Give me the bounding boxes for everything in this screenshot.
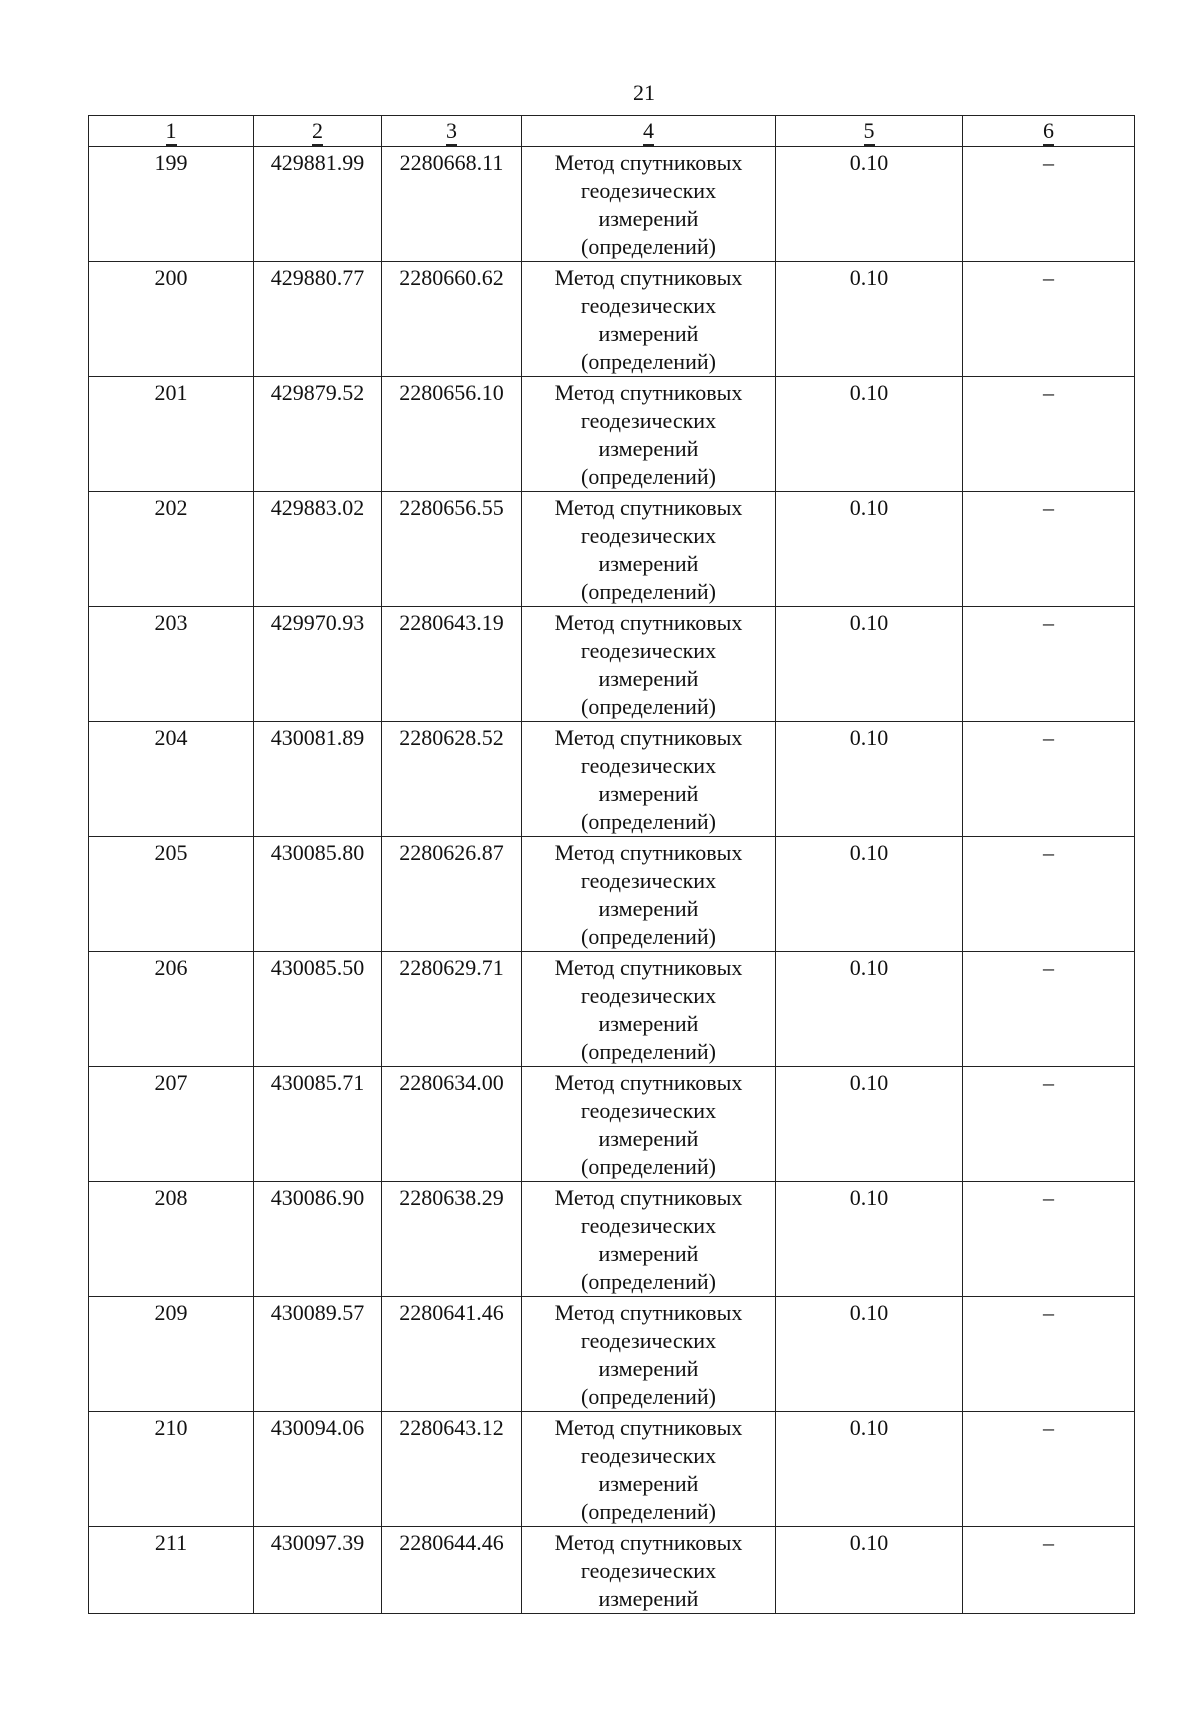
y-coordinate-cell: 2280643.12 — [382, 1412, 522, 1527]
accuracy-cell: 0.10 — [776, 1297, 963, 1412]
method-cell — [522, 1182, 776, 1297]
method-line: Метод спутниковых — [554, 840, 743, 865]
method-line: (определений) — [581, 1499, 716, 1524]
table-row — [89, 1182, 1135, 1297]
note-cell: – — [963, 377, 1135, 492]
method-line: Метод спутниковых — [554, 1415, 743, 1440]
method-cell — [522, 147, 776, 262]
method-cell — [522, 377, 776, 492]
accuracy-cell: 0.10 — [776, 492, 963, 607]
method-line: Метод спутниковых — [554, 150, 743, 175]
method-line: геодезических — [580, 983, 717, 1008]
column-header: 4 — [522, 116, 776, 147]
accuracy-cell: 0.10 — [776, 147, 963, 262]
column-header: 5 — [776, 116, 963, 147]
method-cell — [522, 722, 776, 837]
method-line: измерений — [598, 1241, 699, 1266]
method-line: геодезических — [580, 293, 717, 318]
y-coordinate-cell: 2280643.19 — [382, 607, 522, 722]
x-coordinate-cell: 429881.99 — [254, 147, 382, 262]
x-coordinate-cell: 430089.57 — [254, 1297, 382, 1412]
method-cell — [522, 837, 776, 952]
y-coordinate-cell: 2280626.87 — [382, 837, 522, 952]
note-cell: – — [963, 607, 1135, 722]
table-row — [89, 1067, 1135, 1182]
method-line: Метод спутниковых — [554, 380, 743, 405]
accuracy-cell: 0.10 — [776, 1412, 963, 1527]
page-number: 21 — [633, 80, 655, 105]
x-coordinate-cell: 430085.50 — [254, 952, 382, 1067]
column-header: 2 — [254, 116, 382, 147]
note-cell: – — [963, 1527, 1135, 1614]
method-line: измерений — [598, 896, 699, 921]
note-cell: – — [963, 147, 1135, 262]
method-line: геодезических — [580, 1098, 717, 1123]
table-header-row — [89, 116, 1135, 147]
accuracy-cell: 0.10 — [776, 952, 963, 1067]
y-coordinate-cell: 2280660.62 — [382, 262, 522, 377]
point-number-cell: 208 — [89, 1182, 254, 1297]
table-row — [89, 722, 1135, 837]
method-cell — [522, 952, 776, 1067]
accuracy-cell: 0.10 — [776, 377, 963, 492]
method-line: Метод спутниковых — [554, 1185, 743, 1210]
y-coordinate-cell: 2280628.52 — [382, 722, 522, 837]
note-cell: – — [963, 722, 1135, 837]
note-cell: – — [963, 952, 1135, 1067]
column-header: 6 — [963, 116, 1135, 147]
table-row — [89, 1297, 1135, 1412]
table-row — [89, 377, 1135, 492]
y-coordinate-cell: 2280629.71 — [382, 952, 522, 1067]
method-line: геодезических — [580, 1213, 717, 1238]
point-number-cell: 207 — [89, 1067, 254, 1182]
y-coordinate-cell: 2280656.55 — [382, 492, 522, 607]
x-coordinate-cell: 429970.93 — [254, 607, 382, 722]
method-cell — [522, 607, 776, 722]
method-line: измерений — [598, 551, 699, 576]
method-line: геодезических — [580, 1443, 717, 1468]
note-cell: – — [963, 1067, 1135, 1182]
point-number-cell: 204 — [89, 722, 254, 837]
note-cell: – — [963, 492, 1135, 607]
method-line: (определений) — [581, 1154, 716, 1179]
x-coordinate-cell: 429883.02 — [254, 492, 382, 607]
point-number-cell: 209 — [89, 1297, 254, 1412]
method-line: измерений — [598, 1011, 699, 1036]
method-line: геодезических — [580, 523, 717, 548]
method-line: геодезических — [580, 178, 717, 203]
method-line: геодезических — [580, 1328, 717, 1353]
x-coordinate-cell: 429880.77 — [254, 262, 382, 377]
y-coordinate-cell: 2280634.00 — [382, 1067, 522, 1182]
y-coordinate-cell: 2280656.10 — [382, 377, 522, 492]
method-line: измерений — [598, 781, 699, 806]
method-line: Метод спутниковых — [554, 1300, 743, 1325]
method-line: измерений — [598, 436, 699, 461]
point-number-cell: 211 — [89, 1527, 254, 1614]
method-line: (определений) — [581, 579, 716, 604]
note-cell: – — [963, 1412, 1135, 1527]
method-line: (определений) — [581, 809, 716, 834]
method-line: геодезических — [580, 753, 717, 778]
note-cell: – — [963, 837, 1135, 952]
method-line: Метод спутниковых — [554, 1070, 743, 1095]
x-coordinate-cell: 430094.06 — [254, 1412, 382, 1527]
x-coordinate-cell: 430086.90 — [254, 1182, 382, 1297]
point-number-cell: 203 — [89, 607, 254, 722]
table-row — [89, 607, 1135, 722]
point-number-cell: 206 — [89, 952, 254, 1067]
method-line: (определений) — [581, 924, 716, 949]
coordinates-table — [88, 115, 1135, 1614]
accuracy-cell: 0.10 — [776, 1067, 963, 1182]
x-coordinate-cell: 430081.89 — [254, 722, 382, 837]
table-row — [89, 1527, 1135, 1614]
accuracy-cell: 0.10 — [776, 837, 963, 952]
table-row — [89, 262, 1135, 377]
x-coordinate-cell: 430085.80 — [254, 837, 382, 952]
table-row — [89, 1412, 1135, 1527]
y-coordinate-cell: 2280668.11 — [382, 147, 522, 262]
method-line: Метод спутниковых — [554, 955, 743, 980]
point-number-cell: 210 — [89, 1412, 254, 1527]
table-row — [89, 952, 1135, 1067]
column-header: 3 — [382, 116, 522, 147]
method-line: (определений) — [581, 464, 716, 489]
method-line: геодезических — [580, 408, 717, 433]
note-cell: – — [963, 1297, 1135, 1412]
point-number-cell: 199 — [89, 147, 254, 262]
y-coordinate-cell: 2280638.29 — [382, 1182, 522, 1297]
table-row — [89, 837, 1135, 952]
x-coordinate-cell: 430097.39 — [254, 1527, 382, 1614]
method-line: геодезических — [580, 638, 717, 663]
point-number-cell: 202 — [89, 492, 254, 607]
column-header: 1 — [89, 116, 254, 147]
method-line: (определений) — [581, 1384, 716, 1409]
method-line: Метод спутниковых — [554, 610, 743, 635]
method-line: измерений — [598, 321, 699, 346]
method-line: Метод спутниковых — [554, 1530, 743, 1555]
point-number-cell: 200 — [89, 262, 254, 377]
y-coordinate-cell: 2280641.46 — [382, 1297, 522, 1412]
method-line: (определений) — [581, 1269, 716, 1294]
accuracy-cell: 0.10 — [776, 1527, 963, 1614]
method-line: (определений) — [581, 1039, 716, 1064]
method-line: Метод спутниковых — [554, 265, 743, 290]
method-line: (определений) — [581, 694, 716, 719]
method-line: измерений — [598, 1126, 699, 1151]
accuracy-cell: 0.10 — [776, 262, 963, 377]
method-cell — [522, 1412, 776, 1527]
method-cell — [522, 492, 776, 607]
accuracy-cell: 0.10 — [776, 607, 963, 722]
method-line: Метод спутниковых — [554, 495, 743, 520]
method-line: измерений — [598, 1356, 699, 1381]
table-row — [89, 147, 1135, 262]
method-line: (определений) — [581, 349, 716, 374]
method-line: Метод спутниковых — [554, 725, 743, 750]
point-number-cell: 201 — [89, 377, 254, 492]
method-line: (определений) — [581, 234, 716, 259]
method-line: измерений — [598, 1471, 699, 1496]
method-line: геодезических — [580, 1558, 717, 1583]
method-cell — [522, 1297, 776, 1412]
x-coordinate-cell: 430085.71 — [254, 1067, 382, 1182]
accuracy-cell: 0.10 — [776, 722, 963, 837]
method-cell — [522, 1067, 776, 1182]
y-coordinate-cell: 2280644.46 — [382, 1527, 522, 1614]
method-line: геодезических — [580, 868, 717, 893]
note-cell: – — [963, 1182, 1135, 1297]
accuracy-cell: 0.10 — [776, 1182, 963, 1297]
method-cell — [522, 262, 776, 377]
method-line: измерений — [598, 206, 699, 231]
point-number-cell: 205 — [89, 837, 254, 952]
note-cell: – — [963, 262, 1135, 377]
method-line: измерений — [598, 1586, 699, 1611]
method-cell — [522, 1527, 776, 1614]
table-row — [89, 492, 1135, 607]
method-line: измерений — [598, 666, 699, 691]
x-coordinate-cell: 429879.52 — [254, 377, 382, 492]
